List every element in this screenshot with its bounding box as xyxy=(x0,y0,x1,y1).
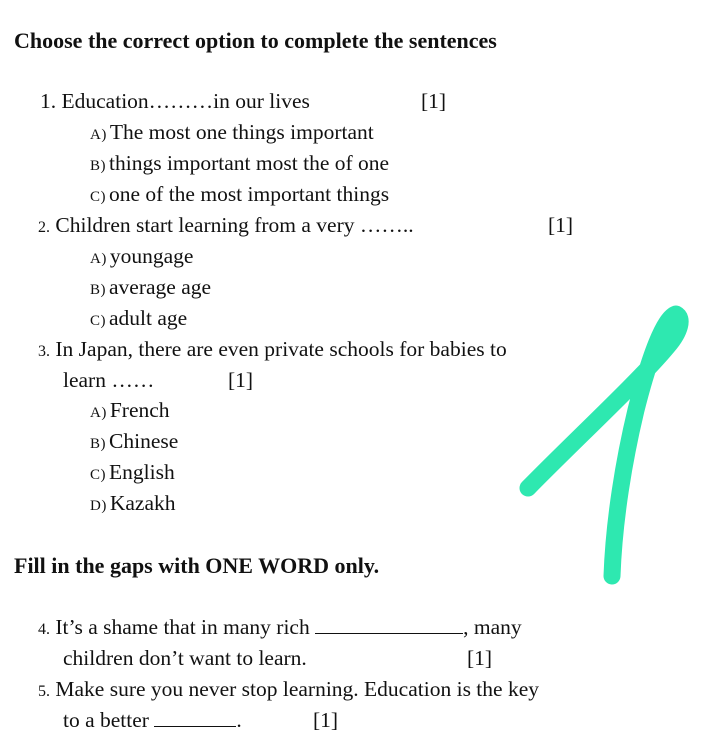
question-4-line-2: children don’t want to learn. xyxy=(63,646,307,670)
question-5-mark: [1] xyxy=(313,708,339,732)
question-4-number: 4. xyxy=(38,621,50,638)
option-letter: B) xyxy=(90,282,106,298)
option-text: Kazakh xyxy=(109,491,176,515)
option-text: English xyxy=(109,460,175,484)
question-2-mark: [1] xyxy=(548,213,574,237)
question-4-text-before: It’s a shame that in many rich xyxy=(55,615,310,639)
option-letter: A) xyxy=(90,251,107,267)
option-text: Chinese xyxy=(109,429,179,453)
question-1-text: Education………in our lives xyxy=(61,89,310,113)
option-text: average age xyxy=(109,275,212,299)
option-letter: C) xyxy=(90,313,106,329)
option-letter: A) xyxy=(90,405,107,421)
option-letter: C) xyxy=(90,189,106,205)
question-3-line-2: learn …… xyxy=(63,368,155,392)
option-letter: C) xyxy=(90,467,106,483)
question-5-text-after: . xyxy=(236,708,242,732)
question-2-number: 2. xyxy=(38,219,50,236)
option-text: French xyxy=(109,398,170,422)
option-letter: D) xyxy=(90,498,107,514)
section-heading-fill-gaps: Fill in the gaps with ONE WORD only. xyxy=(14,553,380,578)
question-5-text-before: to a better xyxy=(63,708,149,732)
section-heading-choose: Choose the correct option to complete the sentences xyxy=(14,28,497,53)
question-5-text-line-1: Make sure you never stop learning. Education is the key xyxy=(55,677,539,701)
question-2-text: Children start learning from a very …….. xyxy=(55,213,414,237)
option-text: things important most the of one xyxy=(109,151,390,175)
option-text: adult age xyxy=(109,306,188,330)
question-3-number: 3. xyxy=(38,343,50,360)
option-letter: B) xyxy=(90,436,106,452)
question-3-text-line-1: In Japan, there are even private schools for babies to xyxy=(55,337,507,361)
option-letter: A) xyxy=(90,127,107,143)
question-5-number: 5. xyxy=(38,683,50,700)
option-text: The most one things important xyxy=(109,120,374,144)
option-text: one of the most important things xyxy=(109,182,390,206)
question-3-mark: [1] xyxy=(228,368,254,392)
question-4-mark: [1] xyxy=(467,646,493,670)
option-text: youngage xyxy=(109,244,194,268)
option-letter: B) xyxy=(90,158,106,174)
question-1-mark: [1] xyxy=(421,89,447,113)
question-4-text-after: , many xyxy=(463,615,522,639)
question-1-number: 1. xyxy=(40,89,57,113)
handwritten-stroke xyxy=(528,314,680,576)
